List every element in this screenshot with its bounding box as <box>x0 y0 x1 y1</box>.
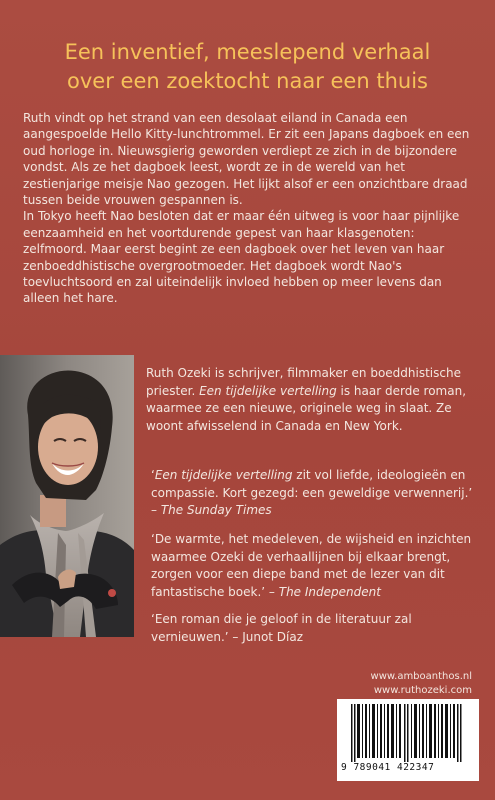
author-bio-book-title: Een tijdelijke vertelling <box>199 383 337 398</box>
blurb-paragraph-2: In Tokyo heeft Nao besloten dat er maar één uitweg is voor haar pijnlijke eenzaamheid en het voortdurende gepest van haar klasgenoten: zelfmoord. Maar eerst begint ze een dagboek over het leven van haar zenboeddhistische overgrootmoeder. Het dagboek wordt Nao's toevluchtsoord en zal uiteindelijk invloed hebben op meer levens dan alleen het hare. <box>23 209 460 306</box>
publisher-url: www.amboanthos.nl <box>370 671 472 682</box>
quote-book-title: Een tijdelijke vertelling <box>154 468 293 482</box>
barcode-icon <box>351 704 465 762</box>
author-url: www.ruthozeki.com <box>373 685 472 696</box>
quote-source: The Independent <box>278 584 381 599</box>
quote-dash: – <box>151 503 161 517</box>
author-portrait-image <box>0 355 134 637</box>
author-bio <box>146 365 481 435</box>
author-bio-part-1: Ruth Ozeki is schrijver, filmmaker en boeddhistische priester. <box>146 366 461 398</box>
blurb <box>23 110 475 307</box>
quote-open-mark: ‘ <box>151 468 155 482</box>
website-links <box>371 670 472 698</box>
author-photo <box>0 355 134 637</box>
review-quote-3 <box>151 611 481 646</box>
blurb-paragraph-1: Ruth vindt op het strand van een desolaat eiland in Canada een aangespoelde Hello Kitty-lunchtrommel. Er zit een Japans dagboek en een oud horloge in. Nieuwsgierig geworden verdiept ze zich in de bijzondere vondst. Als ze het dagboek leest, wordt ze in de wereld van het zestienjarige meisje Nao gezogen. Het lijkt alsof er een onzichtbare draad tussen beide vrouwen gespannen is. <box>23 111 470 208</box>
review-quote-1 <box>151 467 481 520</box>
review-quote-2-text <box>151 531 481 601</box>
quote-body: zit vol liefde, ideologieën en compassie. Kort gezegd: een geweldige verwennerij.’ <box>151 468 473 500</box>
headline-line-1: Een inventief, meeslepend verhaal <box>64 40 431 64</box>
headline <box>20 38 475 96</box>
author-bio-part-2: is haar derde roman, waarmee ze een nieuwe, originele weg in slaat. Ze woont afwisselend in Canada en New York. <box>146 383 467 433</box>
quote-body: ‘De warmte, het medeleven, de wijsheid en inzichten waarmee Ozeki de verhaallijnen bij elkaar brengt, zorgen voor een diepe band met de lezer van dit fantastische boek.’ – <box>151 532 472 599</box>
author-bio-text <box>146 365 481 435</box>
isbn-barcode <box>337 699 479 781</box>
quote-source: The Sunday Times <box>160 503 272 517</box>
review-quote-2 <box>151 531 481 601</box>
headline-line-2: over een zoektocht naar een thuis <box>67 69 428 93</box>
review-quote-3-text: ‘Een roman die je geloof in de literatuur zal vernieuwen.’ – Junot Díaz <box>151 612 412 644</box>
isbn-number: 9 789041 422347 <box>341 762 435 773</box>
review-quote-1-text <box>151 467 481 520</box>
